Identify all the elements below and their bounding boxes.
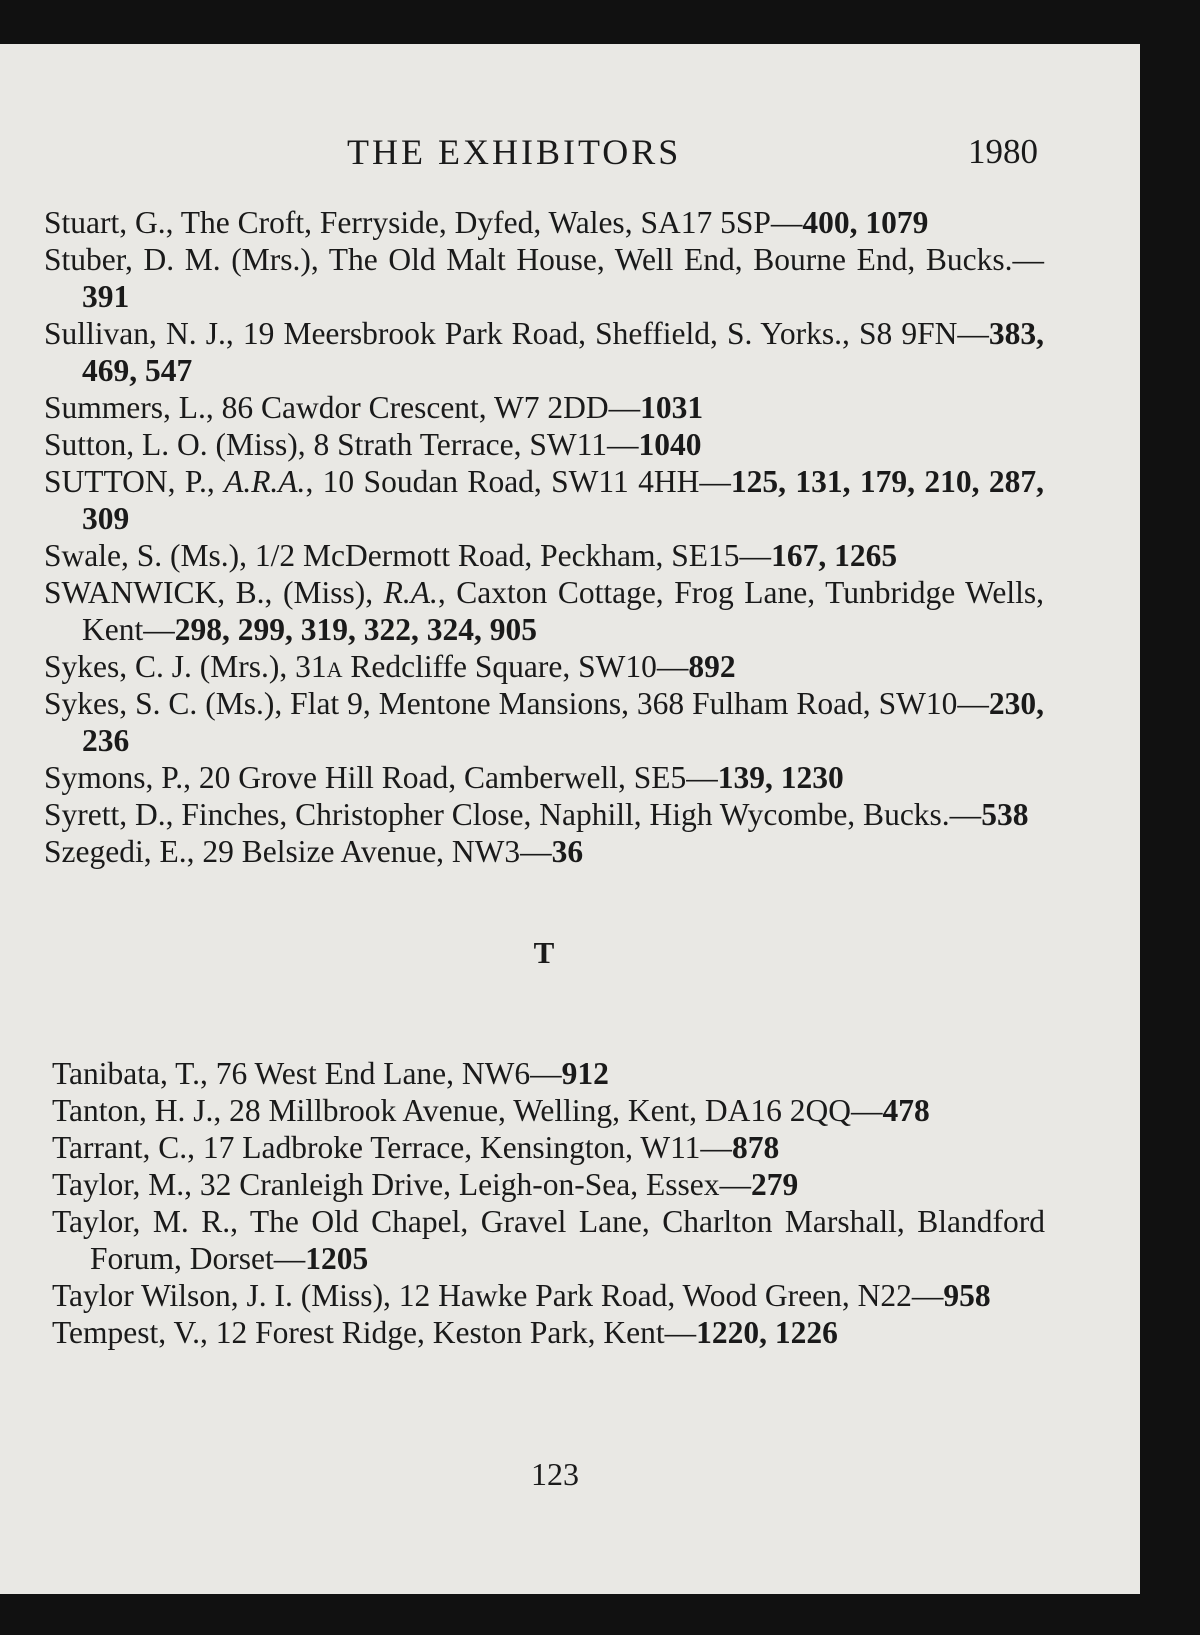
exhibitor-entry: Symons, P., 20 Grove Hill Road, Camberwell, SE5—139, 1230: [44, 760, 844, 795]
exhibitor-entry: Syrett, D., Finches, Christopher Close, Naphill, High Wycombe, Bucks.—538: [44, 797, 1029, 832]
exhibitor-entry: Tempest, V., 12 Forest Ridge, Keston Park, Kent—1220, 1226: [52, 1315, 838, 1350]
page-header: [0, 132, 1140, 172]
exhibitor-entry: Sutton, L. O. (Miss), 8 Strath Terrace, SW11—1040: [44, 427, 702, 462]
exhibitor-entry: Tanton, H. J., 28 Millbrook Avenue, Welling, Kent, DA16 2QQ—478: [52, 1093, 930, 1128]
exhibitor-entry: Sykes, S. C. (Ms.), Flat 9, Mentone Mansions, 368 Fulham Road, SW10—230, 236: [44, 686, 1044, 758]
exhibitor-list-s: [44, 204, 1044, 1002]
page-number: 123: [531, 1456, 579, 1492]
header-year: 1980: [968, 132, 1038, 171]
exhibitor-entry: Stuart, G., The Croft, Ferryside, Dyfed, Wales, SA17 5SP—400, 1079: [44, 205, 929, 240]
book-page: [0, 44, 1140, 1594]
exhibitor-entry: Taylor, M., 32 Cranleigh Drive, Leigh-on-Sea, Essex—279: [52, 1167, 799, 1202]
exhibitor-entry: Summers, L., 86 Cawdor Crescent, W7 2DD—1031: [44, 390, 704, 425]
exhibitor-entry: SUTTON, P., A.R.A., 10 Soudan Road, SW11 4HH—125, 131, 179, 210, 287, 309: [44, 464, 1044, 536]
exhibitor-entry: Taylor Wilson, J. I. (Miss), 12 Hawke Park Road, Wood Green, N22—958: [52, 1278, 991, 1313]
exhibitor-entry: Swale, S. (Ms.), 1/2 McDermott Road, Peckham, SE15—167, 1265: [44, 538, 898, 573]
exhibitor-entry: Sullivan, N. J., 19 Meersbrook Park Road, Sheffield, S. Yorks., S8 9FN—383, 469, 547: [44, 316, 1044, 388]
exhibitor-entry: SWANWICK, B., (Miss), R.A., Caxton Cottage, Frog Lane, Tunbridge Wells, Kent—298, 299, 319, 322, 324, 905: [44, 575, 1044, 647]
exhibitor-entry: Szegedi, E., 29 Belsize Avenue, NW3—36: [44, 834, 584, 869]
exhibitor-entry: Sykes, C. J. (Mrs.), 31a Redcliffe Square, SW10—892: [44, 649, 736, 684]
exhibitor-list-t: [52, 1055, 1045, 1351]
exhibitor-entry: Taylor, M. R., The Old Chapel, Gravel Lane, Charlton Marshall, Blandford Forum, Dorset—1205: [52, 1204, 1045, 1276]
exhibitor-entry: Tarrant, C., 17 Ladbroke Terrace, Kensington, W11—878: [52, 1130, 780, 1165]
exhibitor-entry: Tanibata, T., 76 West End Lane, NW6—912: [52, 1056, 609, 1091]
running-title: THE EXHIBITORS: [347, 132, 682, 172]
section-heading: T: [533, 935, 555, 970]
exhibitor-entry: Stuber, D. M. (Mrs.), The Old Malt House, Well End, Bourne End, Bucks.—391: [44, 242, 1044, 314]
